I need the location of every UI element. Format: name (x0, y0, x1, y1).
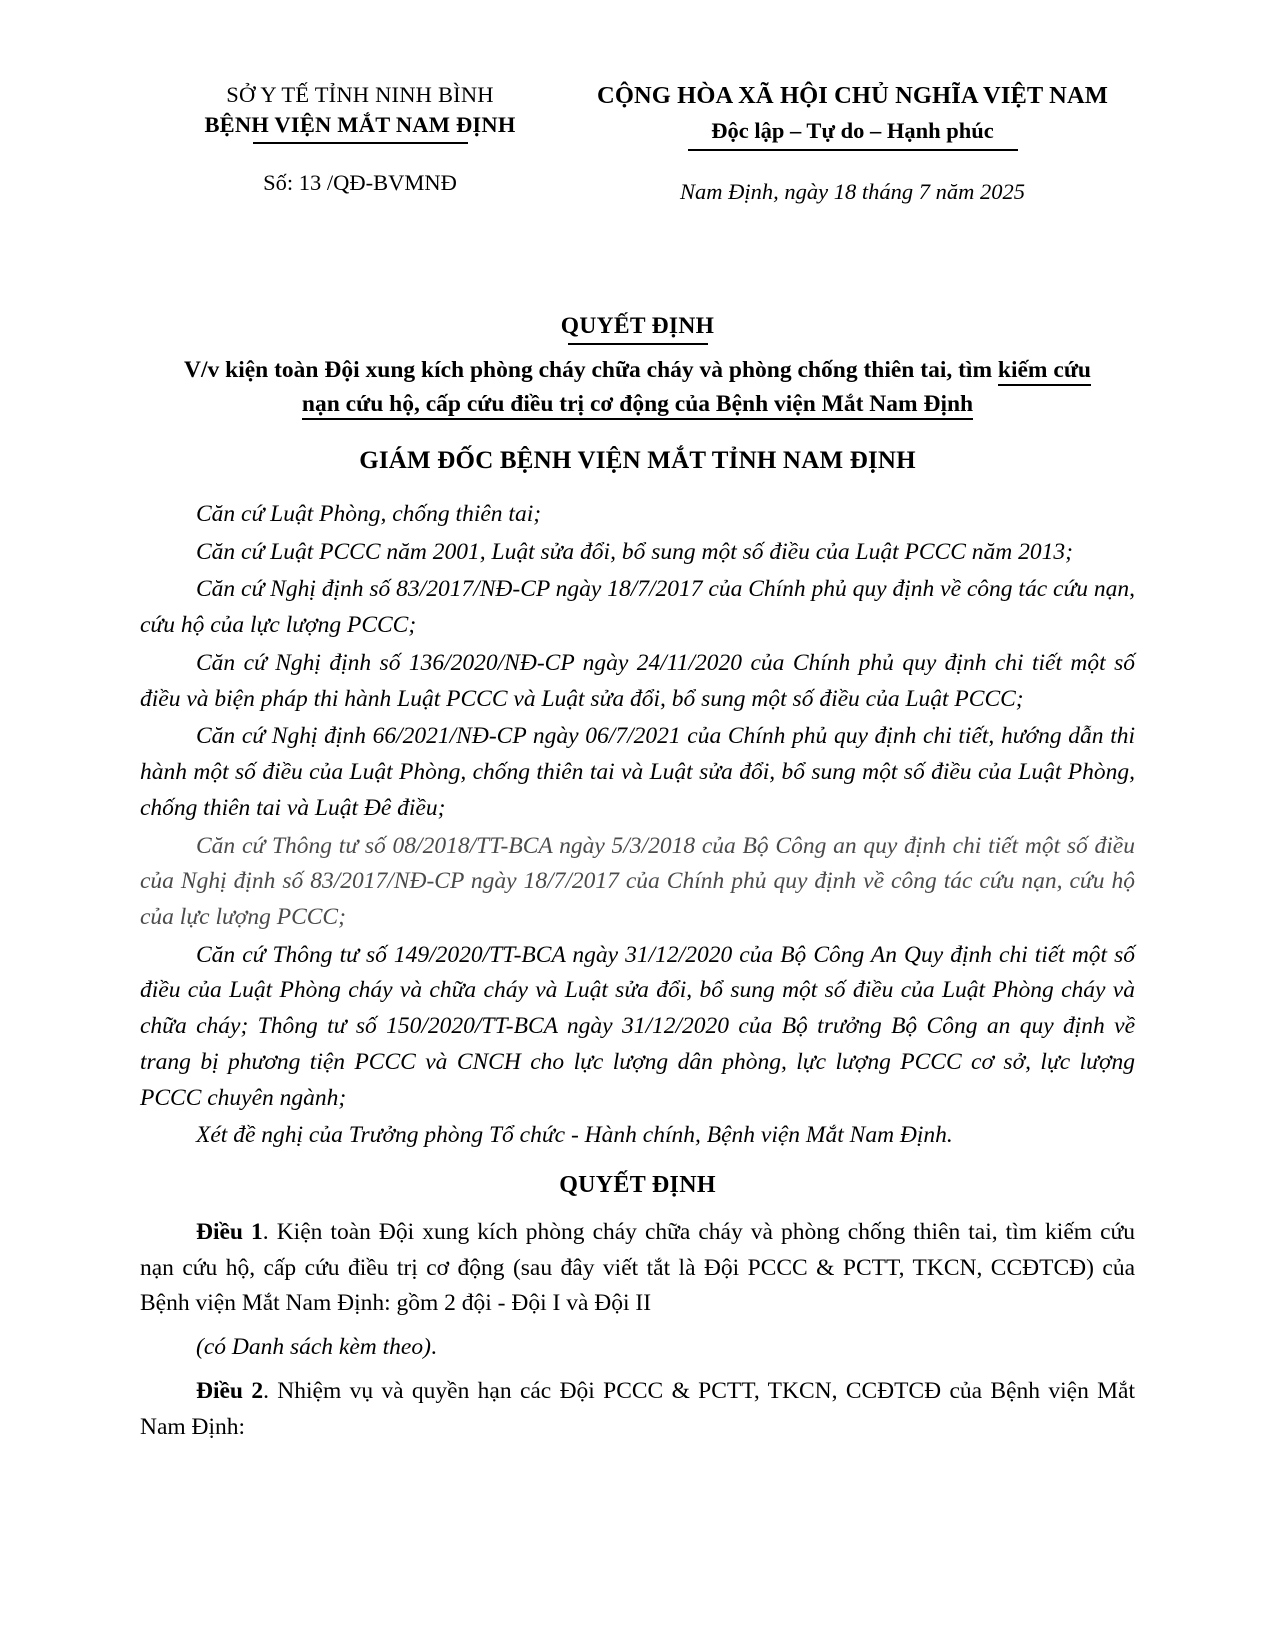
legal-basis-item: Căn cứ Luật Phòng, chống thiên tai; (196, 501, 542, 528)
proposal-statement: Xét đề nghị của Trưởng phòng Tổ chức - Hành chính, Bệnh viện Mắt Nam Định. (196, 1122, 953, 1149)
header-right-divider (688, 149, 1018, 151)
article-1-note (140, 1330, 1135, 1366)
document-subject-line-1: V/v kiện toàn Đội xung kích phòng cháy chữa cháy và phòng chống thiên tai, tìm (184, 357, 993, 384)
article-1-note-period: . (430, 1334, 437, 1361)
articles-section (140, 1215, 1135, 1445)
document-number: Số: 13 /QĐ-BVMNĐ (263, 170, 457, 196)
header-left-divider (253, 142, 468, 144)
issuing-authority-block (140, 80, 570, 196)
document-subject-line-2: kiếm cứu nạn cứu hộ, cấp cứu điều trị cơ động của Bệnh viện Mắt Nam Định (302, 357, 1091, 419)
article-1-note-text: (có Danh sách kèm theo) (196, 1334, 431, 1361)
legal-basis-item: Căn cứ Thông tư số 08/2018/TT-BCA ngày 5/3/2018 của Bộ Công an quy định chi tiết một số điều của Nghị định số 83/2017/NĐ-CP ngày 18/7/2017 của Chính phủ quy định về công tác cứu nạn, cứu hộ của lực lượng PCCC; (140, 832, 1135, 930)
article-1 (140, 1215, 1135, 1322)
legal-basis-item: Căn cứ Thông tư số 149/2020/TT-BCA ngày 31/12/2020 của Bộ Công An Quy định chi tiết một số điều của Luật Phòng cháy và chữa cháy và Luật sửa đổi, bổ sung một số điều của Luật Phòng cháy và chữa cháy; Thông tư số 150/2020/TT-BCA ngày 31/12/2020 của Bộ trưởng Bộ Công an quy định về trang bị phương tiện PCCC và CNCH cho lực lượng dân phòng, lực lượng PCCC cơ sở, lực lượng PCCC chuyên ngành; (140, 941, 1135, 1111)
legal-basis-item: Căn cứ Nghị định số 136/2020/NĐ-CP ngày 24/11/2020 của Chính phủ quy định chi tiết một số điều và biện pháp thi hành Luật PCCC và Luật sửa đổi, bổ sung một số điều của Luật PCCC; (140, 649, 1135, 712)
article-2-label: Điều 2 (196, 1377, 264, 1404)
hospital-name: BỆNH VIỆN MẮT NAM ĐỊNH (204, 112, 516, 138)
article-2 (140, 1374, 1135, 1445)
place-and-date: Nam Định, ngày 18 tháng 7 năm 2025 (680, 179, 1025, 205)
title-block (140, 313, 1135, 475)
document-header (140, 80, 1135, 205)
legal-basis-section (140, 497, 1135, 1154)
document-type-title: QUYẾT ĐỊNH (560, 313, 715, 340)
legal-basis-item: Căn cứ Nghị định 66/2021/NĐ-CP ngày 06/7/2021 của Chính phủ quy định chi tiết, hướng dẫn thi hành một số điều của Luật Phòng, chống thiên tai và Luật sửa đổi, bổ sung một số điều của Luật Phòng, chống thiên tai và Luật Đê điều; (140, 723, 1135, 821)
legal-basis-item: Căn cứ Luật PCCC năm 2001, Luật sửa đổi, bổ sung một số điều của Luật PCCC năm 2013; (196, 538, 1073, 565)
nation-title: CỘNG HÒA XÃ HỘI CHỦ NGHĨA VIỆT NAM (597, 82, 1108, 109)
national-heading-block (570, 80, 1135, 205)
issuer-title: GIÁM ĐỐC BỆNH VIỆN MẮT TỈNH NAM ĐỊNH (359, 447, 916, 475)
decision-heading: QUYẾT ĐỊNH (559, 1171, 716, 1198)
article-1-label: Điều 1 (196, 1218, 263, 1245)
title-divider (568, 343, 708, 345)
article-1-text: . Kiện toàn Đội xung kích phòng cháy chữa cháy và phòng chống thiên tai, tìm kiếm cứu nạn cứu hộ, cấp cứu điều trị cơ động (sau đây viết tắt là Đội PCCC & PCTT, TKCN, CCĐTCĐ) của Bệnh viện Mắt Nam Định: gồm 2 đội - Đội I và Đội II (140, 1218, 1136, 1317)
legal-basis-item: Căn cứ Nghị định số 83/2017/NĐ-CP ngày 18/7/2017 của Chính phủ quy định về công tác cứu nạn, cứu hộ của lực lượng PCCC; (140, 576, 1136, 639)
nation-motto: Độc lập – Tự do – Hạnh phúc (711, 117, 994, 143)
document-subject (140, 354, 1135, 421)
department-name: SỞ Y TẾ TỈNH NINH BÌNH (226, 82, 494, 107)
article-2-text: . Nhiệm vụ và quyền hạn các Đội PCCC & PCTT, TKCN, CCĐTCĐ của Bệnh viện Mắt Nam Định: (140, 1377, 1136, 1440)
